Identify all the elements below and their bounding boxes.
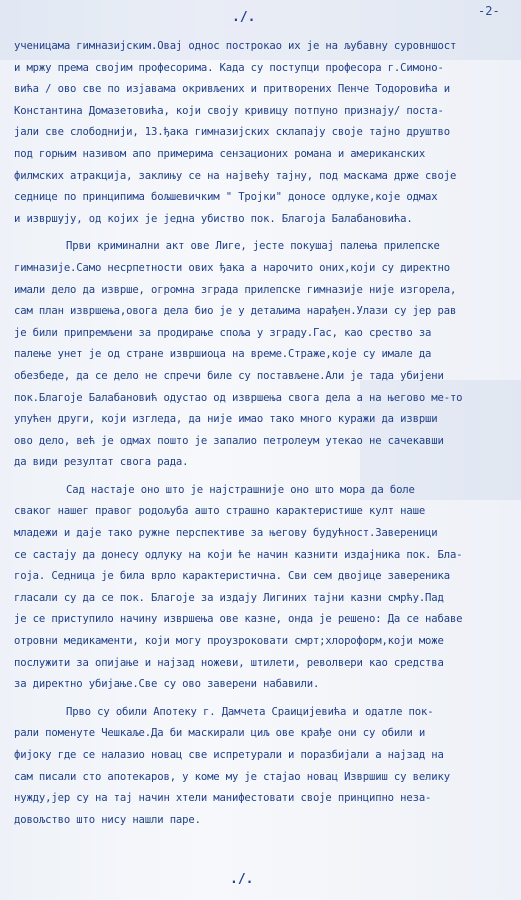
text-line: Сад настаје оно што је најстрашније оно што мора да боле <box>66 483 415 496</box>
text-line: довољство што нису нашли паре. <box>14 813 201 826</box>
text-line: палење унет је од стране извршиоца на време.Страже,које су имале да <box>14 348 432 361</box>
text-line: отровни медикаменти, који могу проузроковати смрт;хлороформ,који може <box>14 635 444 648</box>
page-header <box>0 4 521 28</box>
text-line: под горњим називом апо примерима сензационих романа и американских <box>14 147 426 160</box>
text-line: послужити за опијање и најзад ножеви, штилети, револвери као средства <box>14 656 444 669</box>
text-line: Константина Домазетовића, који своју кривицу потпуно признају/ поста- <box>14 104 444 117</box>
bottom-center-mark: ./. <box>230 872 254 887</box>
text-line: рали поменуте Чешкаље.Да би маскирали циљ ове крађе они су обили и <box>14 727 426 740</box>
paragraph <box>14 702 510 832</box>
text-line: нужду,јер су на тај начин хтели манифестовати своје принципно неза- <box>14 792 432 805</box>
text-line: је били припремљени за продирање споља у зграду.Гас, као срество за <box>14 326 432 339</box>
text-line: гимназије.Само несрпетности ових ђака а нарочито оних,који су директно <box>14 261 450 274</box>
text-line: имали дело да изврше, огромна зграда прилепске гимназије није изгорела, <box>14 283 457 296</box>
text-line: је се приступило начину извршења ове казне, онда је решено: Да се набаве <box>14 613 463 626</box>
text-line: и мржу према својим професорима. Када су поступци професора г.Симоно- <box>14 61 444 74</box>
text-line: да види резултат свога рада. <box>14 456 189 469</box>
text-line: гоја. Седница је била врло карактеристична. Сви сем двојице завереника <box>14 570 450 583</box>
paragraph <box>14 480 510 696</box>
text-line: се састају да донесу одлуку на који ће начин казнити издајника пок. Бла- <box>14 548 463 561</box>
text-line: обезбеде, да се дело не спречи биле су постављене.Али је тада убијени <box>14 369 444 382</box>
text-line: гласали су да се пок. Благоје за издају Лигиних тајни казни смрћу.Пад <box>14 591 444 604</box>
paragraph <box>14 236 510 474</box>
text-line: младежи и даје тако ружне перспективе за његову будућност.Завереници <box>14 527 438 540</box>
document-body <box>14 36 510 831</box>
text-line: упућен други, који изгледа, да није имао тако много куражи да изврши <box>14 413 438 426</box>
text-line: ученицама гимназијским.Овај однос построкао их је на љубавну суровншост <box>14 40 457 52</box>
text-line: јали све слободнији, 13.ђака гимназијских склапају своје тајно друштво <box>14 126 450 139</box>
text-line: Прво су обили Апотеку г. Дамчета Сраицијевића и одатле пок- <box>66 705 434 718</box>
text-line: за директно убијање.Све су ово заверени набавили. <box>14 678 320 691</box>
text-line: седнице по принципима бољшевичким " Тројки" доносе одлуке,које одмах <box>14 191 438 204</box>
paragraph <box>14 36 510 230</box>
text-line: ово дело, већ је одмах пошто је запалио петролеум утекао не сачекавши <box>14 434 444 447</box>
top-center-mark: ./. <box>232 10 256 25</box>
text-line: вића / ово све по изјавама окривљених и притворених Пенче Тодоровића и <box>14 83 450 96</box>
text-line: фијоку где се налазио новац све испретурали и поразбијали а најзад на <box>14 749 444 761</box>
text-line: сам писали сто апотекаров, у коме му је стајао новац Извршиш су велику <box>14 770 450 783</box>
text-line: Први криминални акт ове Лиге, јесте покушај палења прилепске <box>66 240 440 253</box>
text-line: пок.Благоје Балабановић одустао од извршења свога дела а на његово ме-то <box>14 391 463 404</box>
text-line: и извршују, од којих је једна убиство пок. Благоја Балабановића. <box>14 212 413 225</box>
text-line: сам план извршења,овога дела био је у детаљима нарађен.Улази су јер рав <box>14 305 457 318</box>
text-line: сваког нашег правог родољуба ашто страшно карактеристише култ наше <box>14 505 426 518</box>
text-line: филмских атракција, заклињу се на највећу тајну, под маскама држе своје <box>14 169 457 182</box>
page-number: -2- <box>478 4 500 18</box>
